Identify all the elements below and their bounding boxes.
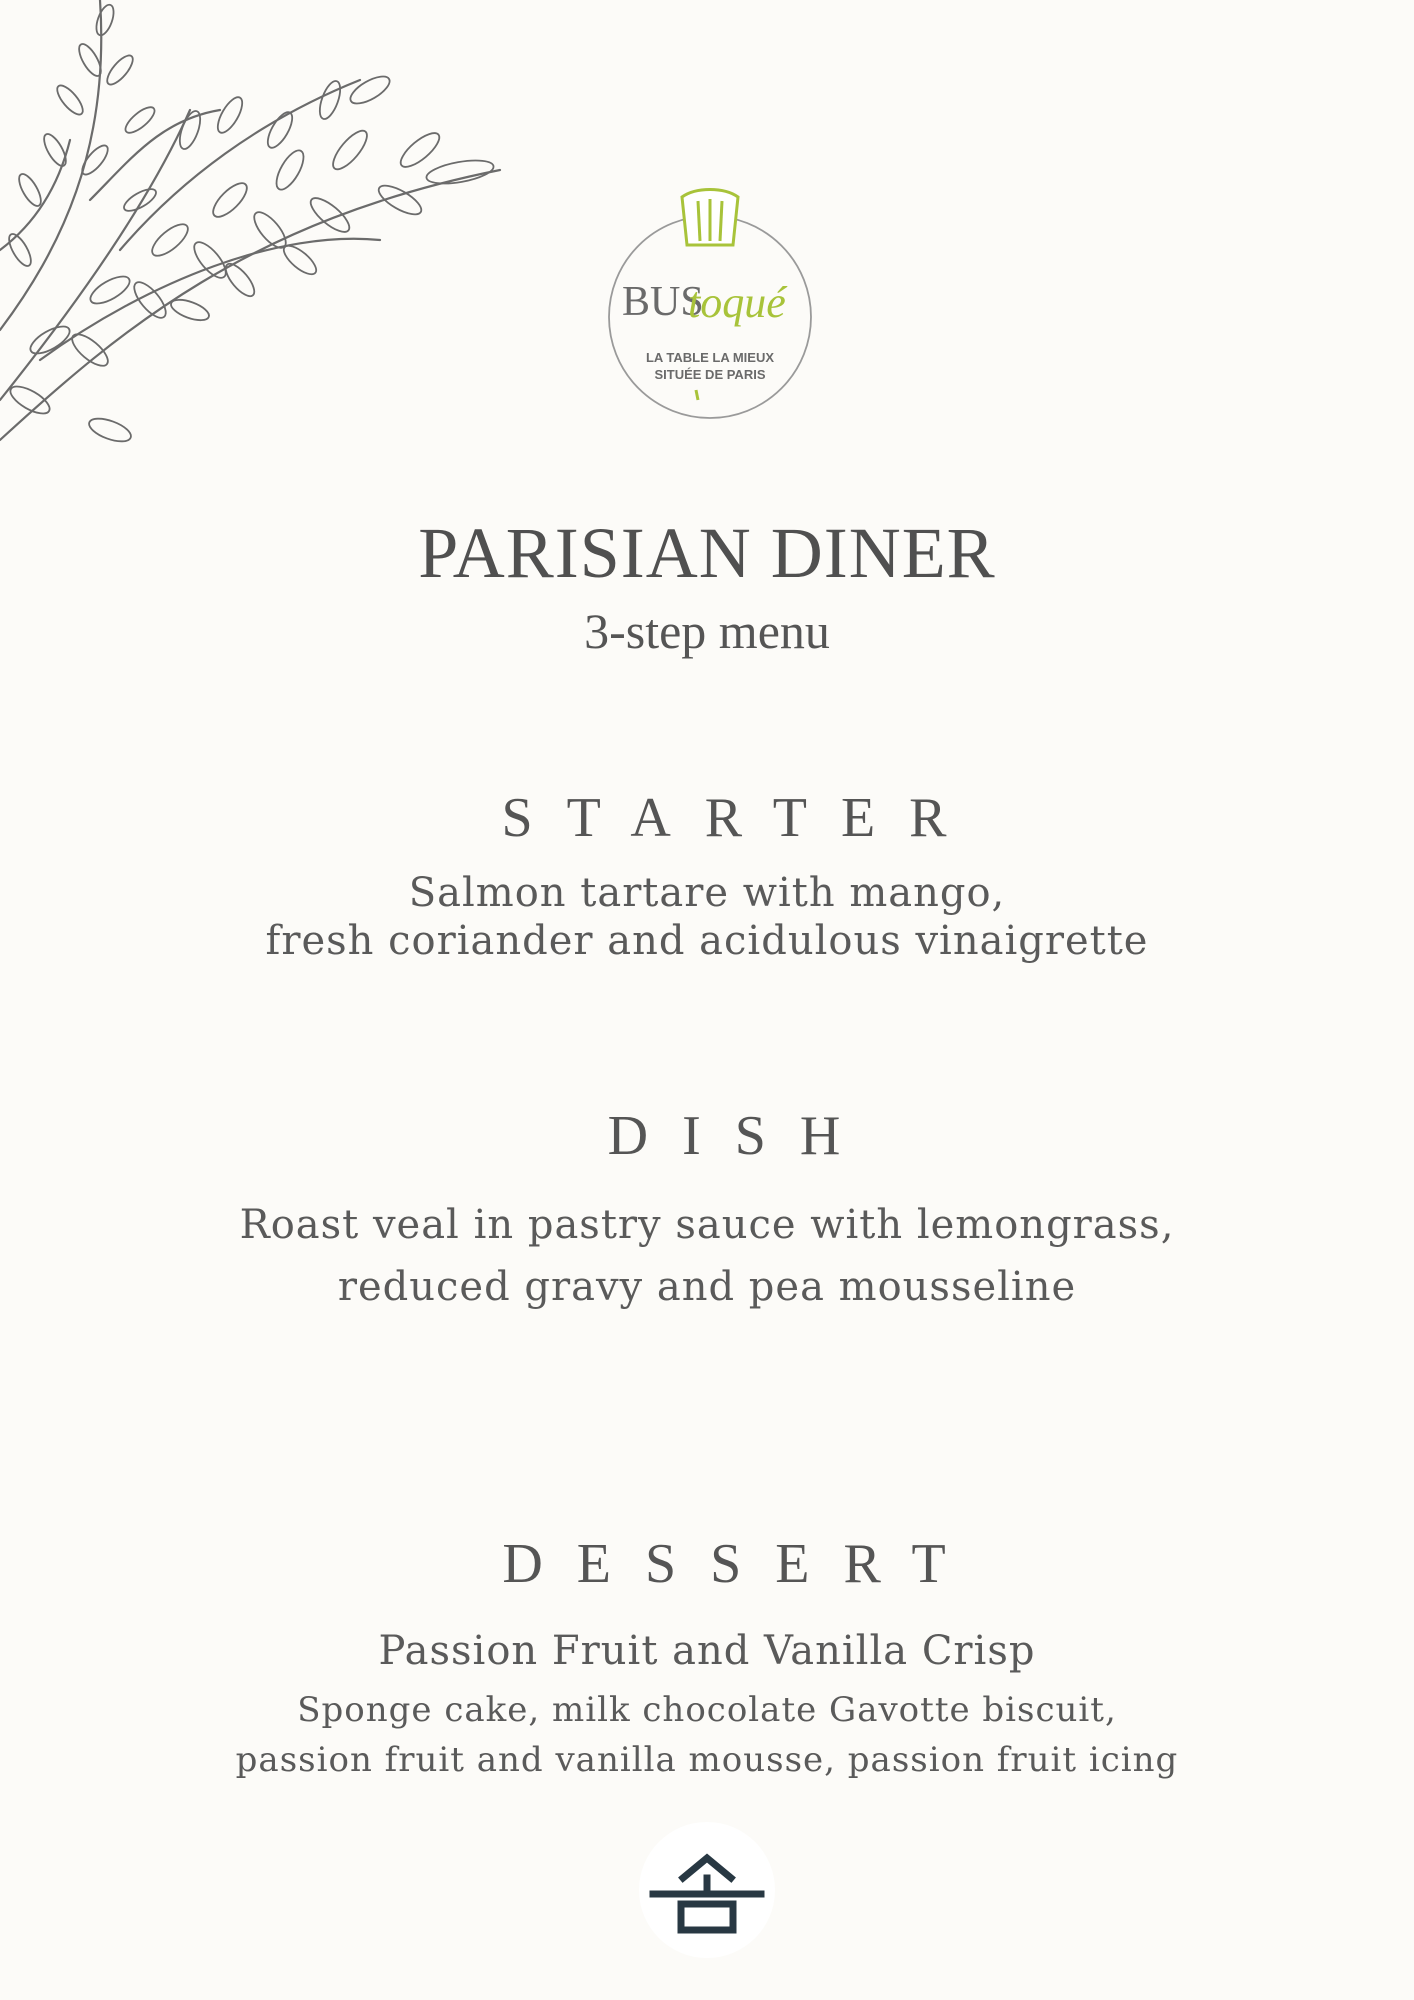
starter-heading: STARTER: [501, 787, 981, 849]
dish-description-line: Roast veal in pastry sauce with lemongrass,: [239, 1202, 1175, 1248]
chef-hat-icon: [682, 190, 738, 246]
dessert-name: Passion Fruit and Vanilla Crisp: [378, 1628, 1036, 1674]
menu-subtitle: 3-step menu: [584, 603, 830, 659]
dessert-description-line: Sponge cake, milk chocolate Gavotte biscuit,: [297, 1690, 1117, 1730]
dessert-description-line: passion fruit and vanilla mousse, passion fruit icing: [235, 1740, 1179, 1780]
dessert-heading: DESSERT: [502, 1533, 980, 1595]
house-logo-icon: [639, 1822, 775, 1958]
svg-text:toqué: toqué: [688, 278, 786, 327]
svg-text:BUS: BUS: [622, 279, 704, 325]
bustoque-logo: [600, 185, 820, 425]
starter-description-line: fresh coriander and acidulous vinaigrette: [265, 918, 1149, 964]
svg-text:SITUÉE DE PARIS: SITUÉE DE PARIS: [654, 367, 766, 382]
house-logo: [639, 1822, 775, 1958]
dish-description-line: reduced gravy and pea mousseline: [337, 1264, 1077, 1310]
leaf-branch-illustration: [0, 0, 520, 450]
menu-title: PARISIAN DINER: [418, 513, 996, 593]
starter-description-line: Salmon tartare with mango,: [408, 870, 1006, 916]
dish-heading: DISH: [607, 1105, 875, 1167]
svg-text:LA TABLE LA MIEUX: LA TABLE LA MIEUX: [645, 350, 775, 365]
